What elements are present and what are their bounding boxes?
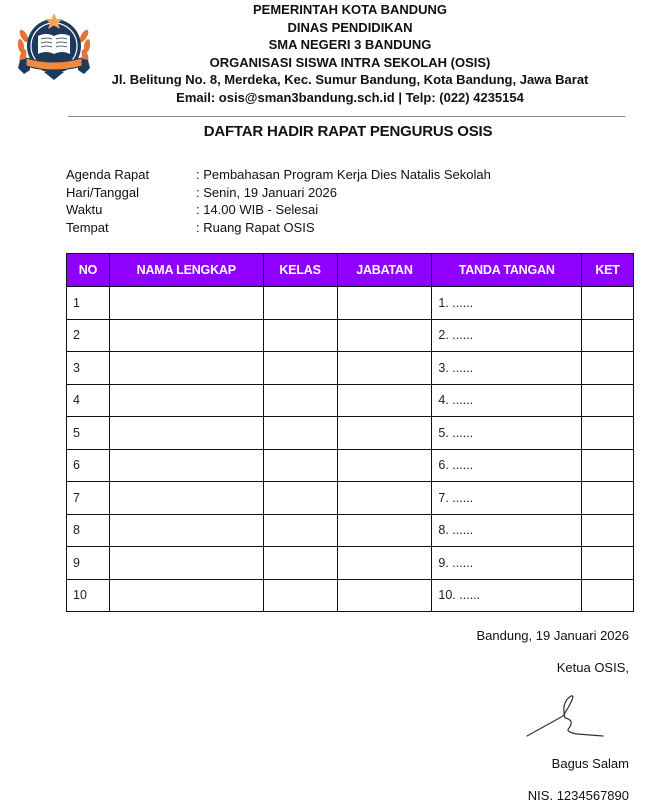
cell-no: 6 xyxy=(67,449,110,482)
table-row xyxy=(67,319,634,352)
cell-position[interactable] xyxy=(337,547,432,580)
school-logo xyxy=(14,8,94,84)
cell-class[interactable] xyxy=(263,352,337,385)
header-signature: TANDA TANGAN xyxy=(432,254,582,287)
cell-signature[interactable]: 3. ...... xyxy=(432,352,582,385)
letterhead-department: DINAS PENDIDIKAN xyxy=(287,19,413,35)
handwritten-signature-icon xyxy=(525,690,605,740)
letterhead xyxy=(90,1,610,107)
cell-no: 1 xyxy=(67,287,110,320)
cell-class[interactable] xyxy=(263,384,337,417)
cell-signature[interactable]: 7. ...... xyxy=(432,482,582,515)
cell-notes[interactable] xyxy=(582,547,634,580)
cell-no: 10 xyxy=(67,579,110,612)
cell-notes[interactable] xyxy=(582,352,634,385)
cell-signature[interactable]: 5. ...... xyxy=(432,417,582,450)
info-row-agenda xyxy=(66,166,491,184)
cell-no: 2 xyxy=(67,319,110,352)
cell-position[interactable] xyxy=(337,417,432,450)
cell-notes[interactable] xyxy=(582,579,634,612)
cell-signature[interactable]: 10. ...... xyxy=(432,579,582,612)
header-class: KELAS xyxy=(263,254,337,287)
cell-notes[interactable] xyxy=(582,449,634,482)
header-position: JABATAN xyxy=(337,254,432,287)
cell-position[interactable] xyxy=(337,482,432,515)
letterhead-government: PEMERINTAH KOTA BANDUNG xyxy=(252,2,448,17)
cell-position[interactable] xyxy=(337,319,432,352)
cell-no: 8 xyxy=(67,514,110,547)
cell-position[interactable] xyxy=(337,449,432,482)
info-label: Tempat xyxy=(66,219,109,235)
letterhead-divider xyxy=(68,116,625,117)
info-value: : 14.00 WIB - Selesai xyxy=(196,202,319,218)
info-value: : Ruang Rapat OSIS xyxy=(196,219,315,235)
cell-position[interactable] xyxy=(337,352,432,385)
cell-signature[interactable]: 1. ...... xyxy=(432,287,582,320)
attendance-table xyxy=(66,253,634,612)
cell-class[interactable] xyxy=(263,579,337,612)
cell-no: 5 xyxy=(67,417,110,450)
table-row xyxy=(67,514,634,547)
cell-notes[interactable] xyxy=(582,514,634,547)
cell-position[interactable] xyxy=(337,514,432,547)
table-row xyxy=(67,352,634,385)
info-row-place xyxy=(66,219,491,237)
cell-class[interactable] xyxy=(263,319,337,352)
table-row xyxy=(67,547,634,580)
table-row xyxy=(67,449,634,482)
signatory-nis: NIS. 1234567890 xyxy=(527,788,629,803)
cell-class[interactable] xyxy=(263,482,337,515)
info-row-time xyxy=(66,201,491,219)
table-header-row xyxy=(67,254,634,287)
info-value: : Senin, 19 Januari 2026 xyxy=(196,184,337,200)
cell-notes[interactable] xyxy=(582,384,634,417)
cell-name[interactable] xyxy=(109,319,263,352)
cell-signature[interactable]: 9. ...... xyxy=(432,547,582,580)
cell-signature[interactable]: 8. ...... xyxy=(432,514,582,547)
cell-position[interactable] xyxy=(337,579,432,612)
cell-name[interactable] xyxy=(109,547,263,580)
signature-place-date: Bandung, 19 Januari 2026 xyxy=(476,628,629,643)
cell-name[interactable] xyxy=(109,287,263,320)
cell-notes[interactable] xyxy=(582,287,634,320)
cell-name[interactable] xyxy=(109,417,263,450)
table-row xyxy=(67,579,634,612)
signature-position: Ketua OSIS, xyxy=(556,660,629,675)
letterhead-organization: ORGANISASI SISWA INTRA SEKOLAH (OSIS) xyxy=(209,54,491,70)
cell-name[interactable] xyxy=(109,482,263,515)
school-emblem-icon xyxy=(14,8,94,84)
cell-signature[interactable]: 4. ...... xyxy=(432,384,582,417)
info-label: Hari/Tanggal xyxy=(66,184,139,200)
letterhead-contact: Email: osis@sman3bandung.sch.id | Telp: (022) 4235154 xyxy=(176,89,524,105)
letterhead-school: SMA NEGERI 3 BANDUNG xyxy=(268,37,432,53)
cell-name[interactable] xyxy=(109,352,263,385)
cell-class[interactable] xyxy=(263,417,337,450)
cell-name[interactable] xyxy=(109,514,263,547)
header-no: NO xyxy=(67,254,110,287)
cell-name[interactable] xyxy=(109,384,263,417)
cell-name[interactable] xyxy=(109,579,263,612)
cell-name[interactable] xyxy=(109,449,263,482)
document-title: DAFTAR HADIR RAPAT PENGURUS OSIS xyxy=(203,123,493,140)
cell-notes[interactable] xyxy=(582,482,634,515)
table-row xyxy=(67,287,634,320)
table-row xyxy=(67,384,634,417)
cell-position[interactable] xyxy=(337,287,432,320)
cell-notes[interactable] xyxy=(582,417,634,450)
meeting-info xyxy=(66,166,491,236)
cell-class[interactable] xyxy=(263,449,337,482)
cell-no: 4 xyxy=(67,384,110,417)
table-row xyxy=(67,482,634,515)
cell-class[interactable] xyxy=(263,287,337,320)
header-notes: KET xyxy=(582,254,634,287)
cell-position[interactable] xyxy=(337,384,432,417)
info-row-date xyxy=(66,184,491,202)
cell-class[interactable] xyxy=(263,514,337,547)
cell-signature[interactable]: 2. ...... xyxy=(432,319,582,352)
table-row xyxy=(67,417,634,450)
cell-class[interactable] xyxy=(263,547,337,580)
cell-no: 9 xyxy=(67,547,110,580)
letterhead-address: Jl. Belitung No. 8, Merdeka, Kec. Sumur Bandung, Kota Bandung, Jawa Barat xyxy=(111,72,589,88)
cell-no: 3 xyxy=(67,352,110,385)
signatory-name: Bagus Salam xyxy=(551,756,629,771)
cell-notes[interactable] xyxy=(582,319,634,352)
info-value: : Pembahasan Program Kerja Dies Natalis Sekolah xyxy=(196,167,491,182)
info-label: Agenda Rapat xyxy=(66,167,150,182)
cell-signature[interactable]: 6. ...... xyxy=(432,449,582,482)
cell-no: 7 xyxy=(67,482,110,515)
header-full-name: NAMA LENGKAP xyxy=(109,254,263,287)
info-label: Waktu xyxy=(66,202,103,218)
